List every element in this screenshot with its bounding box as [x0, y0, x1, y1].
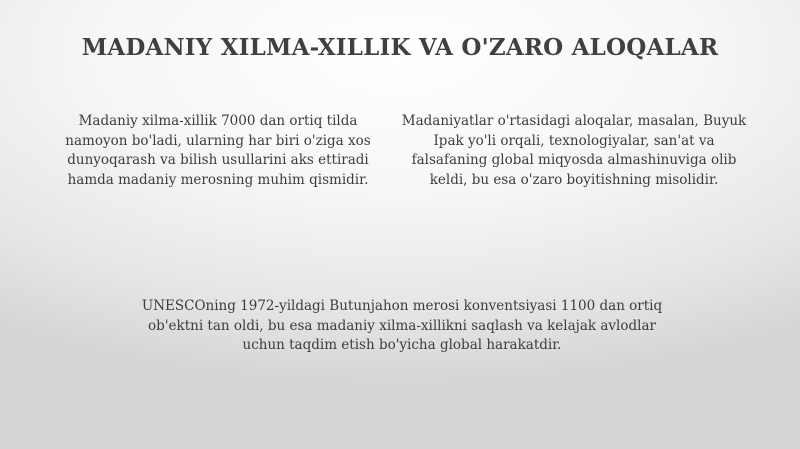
paragraph-languages: Madaniy xilma-xillik 7000 dan ortiq tilda namoyon bo'ladi, ularning har biri o'ziga xos dunyoqarash va bilish usullarini aks ettiradi hamda madaniy merosning muhim qismidir. — [65, 113, 371, 188]
paragraph-unesco: UNESCOning 1972-yildagi Butunjahon merosi konventsiyasi 1100 dan ortiq ob'ektni tan oldi, bu esa madaniy xilma-xillikni saqlash va kelajak avlodlar uchun taqdim etish bo'yicha global harakatdir. — [141, 298, 663, 353]
paragraph-silk-road: Madaniyatlar o'rtasidagi aloqalar, masalan, Buyuk Ipak yo'li orqali, texnologiyalar, san'at va falsafaning global miqyosda almashinuviga olib keldi, bu esa o'zaro boyitishning misolidir. — [401, 113, 747, 188]
slide-title: MADANIY XILMA-XILLIK VA O'ZARO ALOQALAR — [81, 34, 719, 61]
